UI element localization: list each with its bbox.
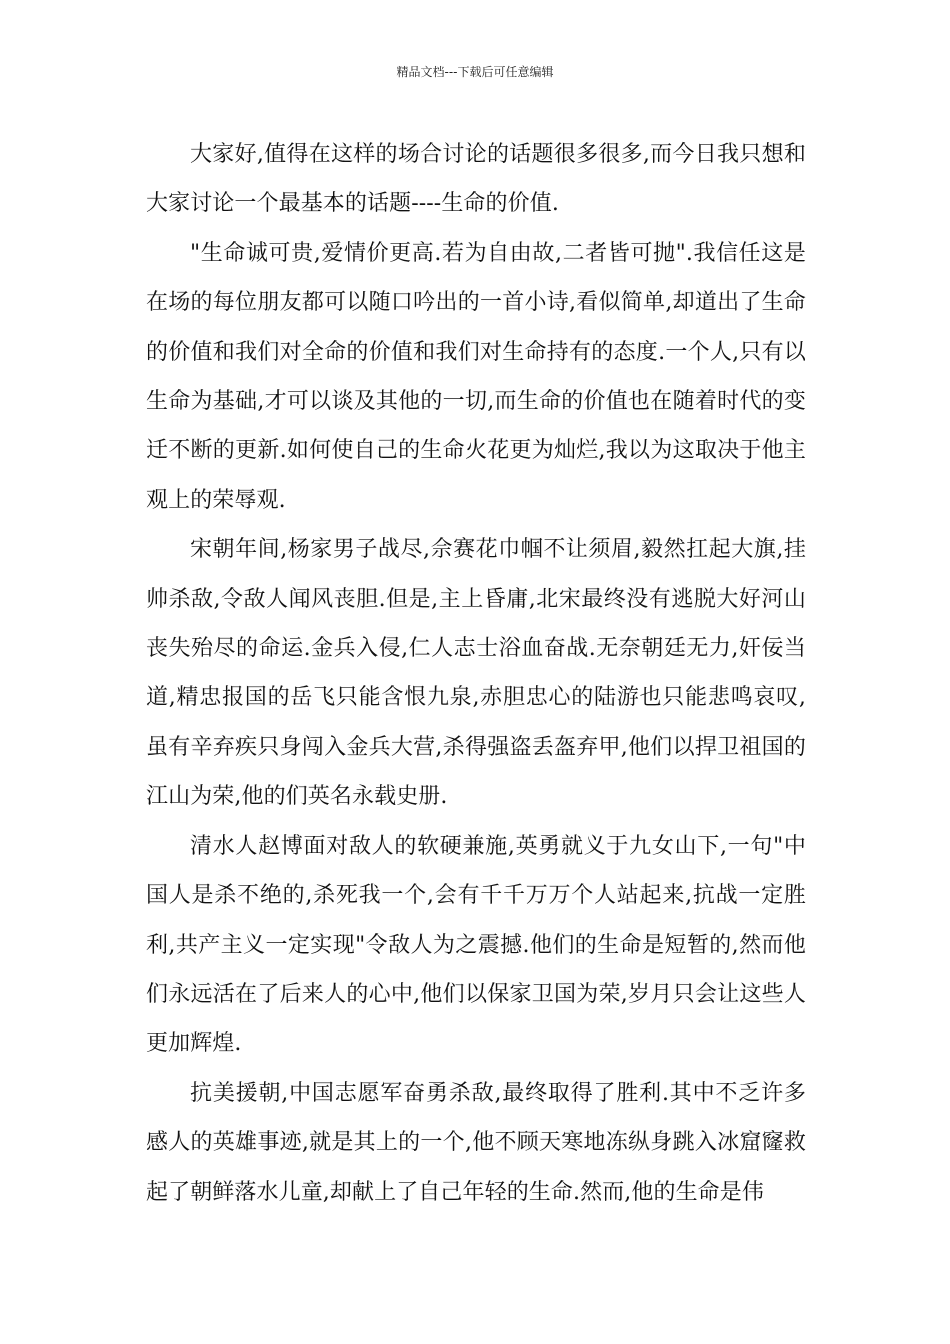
page-header: 精品文档---下载后可任意编辑 — [396, 65, 554, 79]
paragraph: "生命诚可贵,爱情价更高.若为自由故,二者皆可抛".我信任这是在场的每位朋友都可以随口吟出的一首小诗,看似简单,却道出了生命的价值和我们对全命的价值和我们对生命持有的态度.一个人,只有以生命为基础,才可以谈及其他的一切,而生命的价值也在随着时代的变迁不断的更新.如何使自己的生命火花更为灿烂,我以为这取决于他主观上的荣辱观. — [146, 240, 807, 513]
document-body — [146, 130, 806, 1217]
paragraph: 清水人赵博面对敌人的软硬兼施,英勇就义于九女山下,一句"中国人是杀不绝的,杀死我一个,会有千千万万个人站起来,抗战一定胜利,共产主义一定实现"令敌人为之震撼.他们的生命是短暂的,然而他们永远活在了后来人的心中,他们以保家卫国为荣,岁月只会让这些人更加辉煌. — [146, 833, 806, 1057]
paragraph: 宋朝年间,杨家男子战尽,佘赛花巾帼不让须眉,毅然扛起大旗,挂帅杀敌,令敌人闻风丧胆.但是,主上昏庸,北宋最终没有逃脱大好河山丧失殆尽的命运.金兵入侵,仁人志士浴血奋战.无奈朝廷无力,奸佞当道,精忠报国的岳飞只能含恨九泉,赤胆忠心的陆游也只能悲鸣哀叹,虽有辛弃疾只身闯入金兵大营,杀得强盗丢盔弃甲,他们以捍卫祖国的江山为荣,他的们英名永载史册. — [146, 537, 806, 810]
paragraph: 抗美援朝,中国志愿军奋勇杀敌,最终取得了胜利.其中不乏许多感人的英雄事迹,就是其上的一个,他不顾天寒地冻纵身跳入冰窟窿救起了朝鲜落水儿童,却献上了自己年轻的生命.然而,他的生命是伟 — [146, 1080, 806, 1205]
paragraph: 大家好,值得在这样的场合讨论的话题很多很多,而今日我只想和大家讨论一个最基本的话题----生命的价值. — [146, 142, 806, 217]
